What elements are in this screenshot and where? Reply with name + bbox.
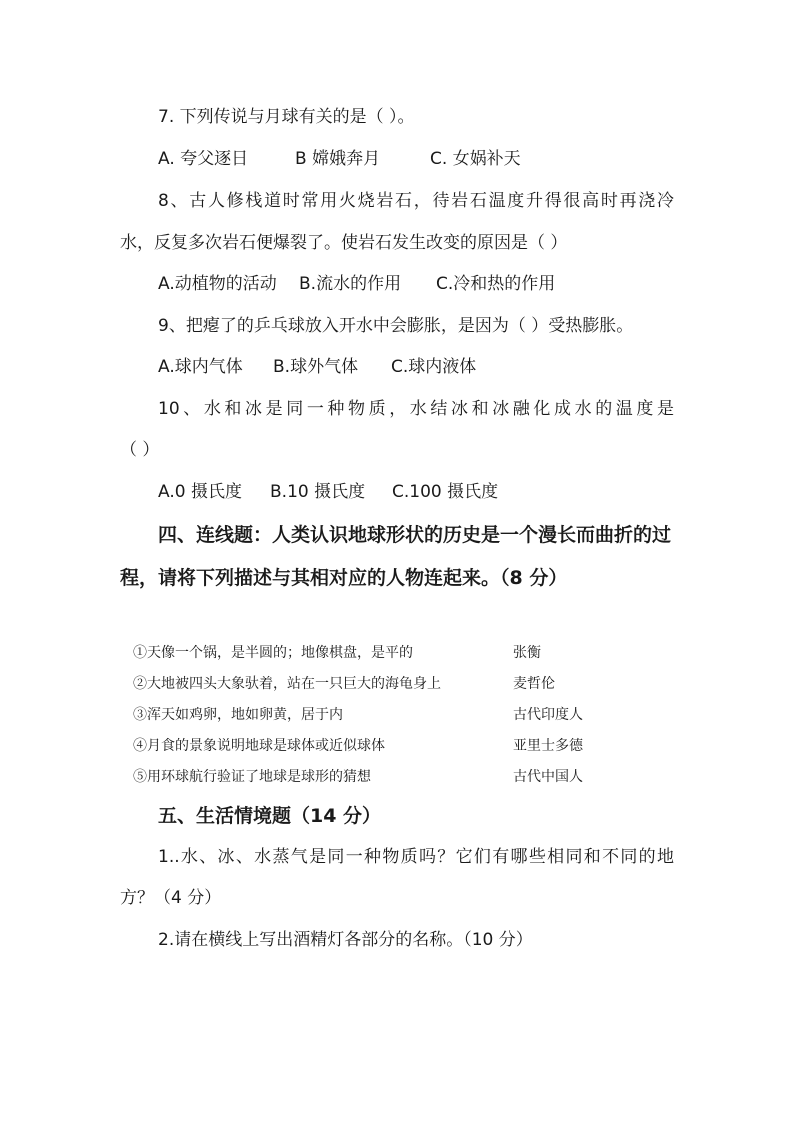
section5-q2: 2.请在横线上写出酒精灯各部分的名称。（10 分） xyxy=(158,930,533,950)
person-item: 古代中国人 xyxy=(513,769,583,785)
q10-option-a: A.0 摄氏度 xyxy=(158,482,242,502)
q9-option-c: C.球内液体 xyxy=(391,357,477,377)
person-item: 古代印度人 xyxy=(513,707,583,723)
q8-option-c: C.冷和热的作用 xyxy=(436,274,556,294)
section5-q1-line2: 方？（4 分） xyxy=(120,888,222,908)
q9-stem: 9、把瘪了的乒乓球放入开水中会膨胀，是因为（ ）受热膨胀。 xyxy=(158,316,634,336)
section4-title-line2: 程，请将下列描述与其相对应的人物连起来。（8 分） xyxy=(120,567,568,589)
q8-stem-line1: 8、古人修栈道时常用火烧岩石，待岩石温度升得很高时再浇冷 xyxy=(158,191,674,211)
q10-stem-line1: 10、水和冰是同一种物质，水结冰和冰融化成水的温度是 xyxy=(158,399,674,419)
section5-q1-line1: 1..水、冰、水蒸气是同一种物质吗？它们有哪些相同和不同的地 xyxy=(158,847,674,867)
q9-option-a: A.球内气体 xyxy=(158,357,243,377)
description-item: ③浑天如鸡卵，地如卵黄，居于内 xyxy=(133,707,343,723)
q7-option-c: C. 女娲补天 xyxy=(430,149,521,169)
section5-title: 五、生活情境题（14 分） xyxy=(158,805,382,827)
q10-stem-line2: （ ） xyxy=(120,440,160,460)
q10-option-c: C.100 摄氏度 xyxy=(392,482,499,502)
q10-option-b: B.10 摄氏度 xyxy=(270,482,366,502)
description-item: ④月食的景象说明地球是球体或近似球体 xyxy=(133,738,385,754)
q7-stem: 7. 下列传说与月球有关的是（ ）。 xyxy=(158,107,415,127)
q8-stem-line2: 水，反复多次岩石便爆裂了。使岩石发生改变的原因是（ ） xyxy=(120,233,568,253)
q9-option-b: B.球外气体 xyxy=(273,357,359,377)
q7-option-b: B 嫦娥奔月 xyxy=(295,149,381,169)
q7-option-a: A. 夸父逐日 xyxy=(158,149,249,169)
person-item: 亚里士多德 xyxy=(513,738,583,754)
section4-title-line1: 四、连线题：人类认识地球形状的历史是一个漫长而曲折的过 xyxy=(158,524,672,546)
q8-option-b: B.流水的作用 xyxy=(299,274,402,294)
description-item: ⑤用环球航行验证了地球是球形的猜想 xyxy=(133,769,371,785)
person-item: 张衡 xyxy=(513,645,541,661)
description-item: ②大地被四头大象驮着，站在一只巨大的海龟身上 xyxy=(133,676,441,692)
description-item: ①天像一个锅，是半圆的；地像棋盘，是平的 xyxy=(133,645,413,661)
q8-option-a: A.动植物的活动 xyxy=(158,274,277,294)
person-item: 麦哲伦 xyxy=(513,676,555,692)
